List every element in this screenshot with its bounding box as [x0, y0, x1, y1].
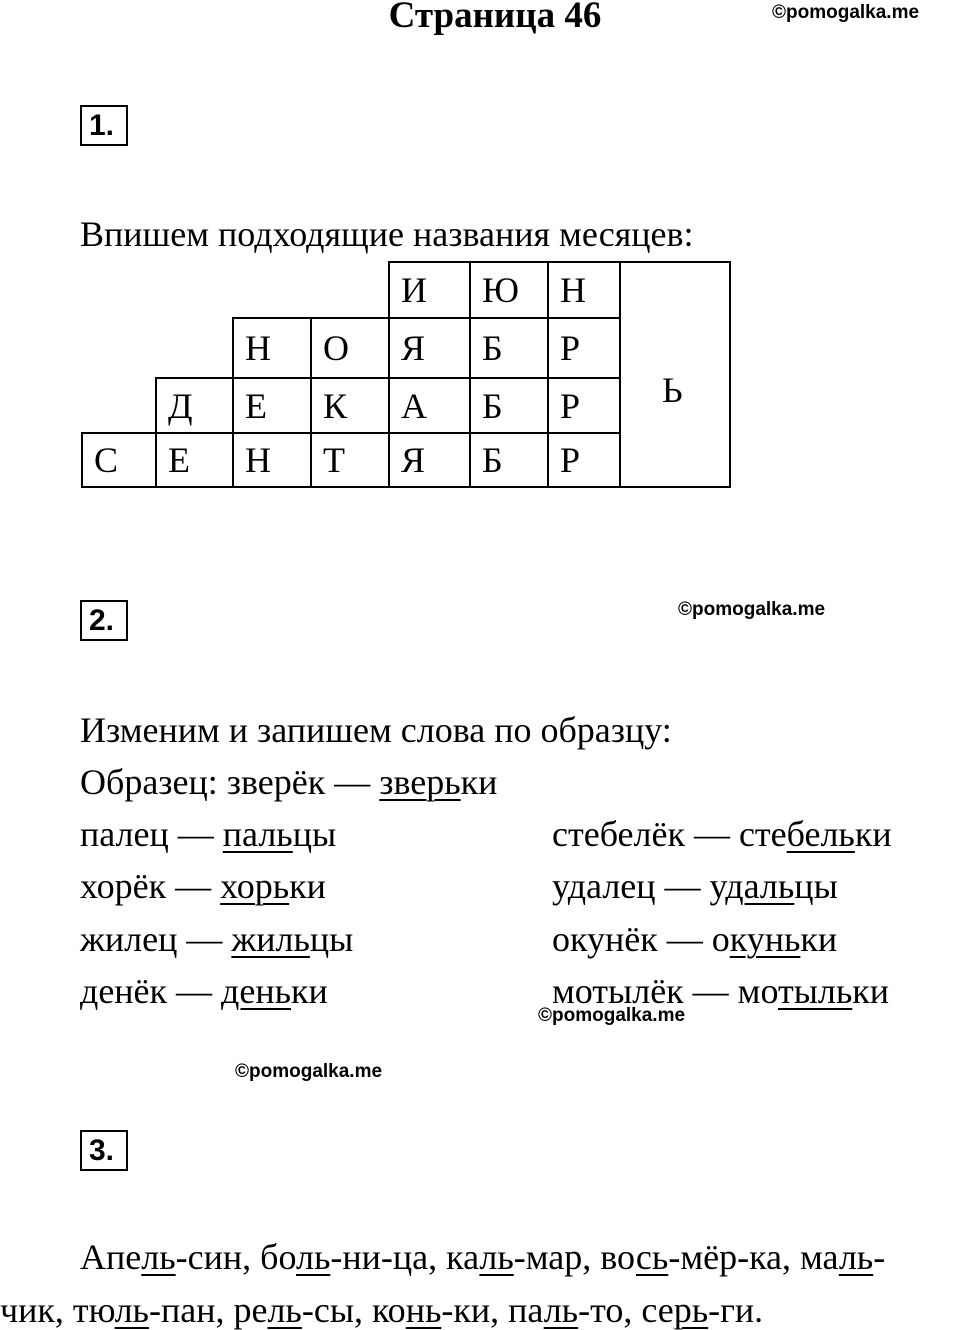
- crossword-letter: Я: [401, 440, 426, 480]
- underlined-letters: ль: [267, 1290, 302, 1330]
- word-pair-left-2: [80, 866, 326, 906]
- crossword-letter: Б: [482, 328, 503, 368]
- syllable-text: -син, бо: [175, 1237, 296, 1277]
- crossword-letter: Я: [401, 328, 426, 368]
- crossword-letter: Ю: [482, 270, 520, 310]
- sample-rest: ки: [460, 762, 498, 802]
- word-pair-right-2: [552, 866, 838, 906]
- crossword-cell: [232, 377, 312, 434]
- crossword-letter: Е: [168, 440, 190, 480]
- watermark: ©pomogalka.me: [772, 2, 920, 23]
- syllable-text: чик, тю: [0, 1290, 115, 1330]
- watermark: ©pomogalka.me: [678, 599, 826, 620]
- crossword-letter: С: [94, 440, 119, 480]
- crossword-cell: [232, 432, 312, 488]
- word-pair-left-3: [80, 919, 353, 959]
- word-text: окунёк — о: [552, 919, 730, 959]
- underlined-letters: ль: [141, 1237, 176, 1277]
- word-underlined: кунь: [729, 919, 801, 959]
- crossword-letter: Н: [245, 440, 271, 480]
- crossword-letter: Б: [482, 385, 503, 426]
- task2-sample: [80, 762, 497, 802]
- crossword-letter: Б: [482, 440, 503, 480]
- crossword-cell: [469, 317, 549, 379]
- underlined-letters: нь: [405, 1290, 442, 1330]
- underlined-letters: сь: [635, 1237, 669, 1277]
- task-number-1: 1.: [80, 105, 128, 146]
- crossword-letter: Т: [323, 440, 345, 480]
- word-text: ки: [852, 971, 890, 1011]
- syllable-text: -ки, па: [441, 1290, 544, 1330]
- watermark: ©pomogalka.me: [538, 1005, 686, 1026]
- word-underlined: бель: [786, 814, 855, 854]
- syllable-text: -мёр-ка, ма: [668, 1237, 839, 1277]
- syllable-text: -: [873, 1237, 886, 1277]
- underlined-letters: ль: [543, 1290, 579, 1330]
- word-text: хорёк —: [80, 866, 221, 906]
- underlined-letters: ль: [838, 1237, 874, 1277]
- syllable-text: -мар, во: [513, 1237, 636, 1277]
- syllable-text: -сы, ко: [301, 1290, 406, 1330]
- sample-label: Образец: зверёк —: [80, 762, 380, 802]
- word-underlined: даль: [725, 866, 795, 906]
- syllable-text: -ни-ца, ка: [330, 1237, 480, 1277]
- word-pair-right-1: [552, 814, 892, 854]
- word-underlined: день: [221, 971, 292, 1011]
- crossword-letter: И: [401, 270, 427, 310]
- crossword-cell: [469, 432, 549, 488]
- crossword-cell: [547, 432, 621, 488]
- word-pair-left-4: [80, 971, 328, 1011]
- word-underlined: паль: [222, 814, 293, 854]
- task2-prompt: Изменим и запишем слова по образцу:: [80, 710, 672, 750]
- sample-underlined: зверь: [379, 762, 461, 802]
- underlined-letters: ль: [114, 1290, 149, 1330]
- task3-line-2: [0, 1290, 763, 1330]
- word-text: мотылёк — мо: [552, 971, 778, 1011]
- underlined-letters: рь: [673, 1290, 709, 1330]
- crossword-letter: К: [323, 385, 348, 426]
- word-pair-left-1: [80, 814, 336, 854]
- syllable-text: -то, се: [578, 1290, 674, 1330]
- crossword-cell: [469, 377, 549, 434]
- word-text: жилец —: [80, 919, 232, 959]
- task1-prompt: Впишем подходящие названия месяцев:: [80, 214, 694, 254]
- crossword-letter: Н: [245, 328, 271, 368]
- word-underlined: хорь: [220, 866, 290, 906]
- underlined-letters: ль: [295, 1237, 331, 1277]
- task3-line-1: [80, 1237, 885, 1277]
- word-text: денёк —: [80, 971, 222, 1011]
- crossword-cell: [155, 432, 234, 488]
- word-text: ки: [291, 971, 328, 1011]
- word-text: цы: [292, 814, 337, 854]
- crossword-letter: Р: [560, 385, 581, 426]
- crossword-letter: Р: [560, 328, 581, 368]
- crossword-letter: Р: [560, 440, 581, 480]
- word-text: палец —: [80, 814, 223, 854]
- word-text: стебелёк — сте: [552, 814, 787, 854]
- word-text: ки: [289, 866, 326, 906]
- crossword-cell: [232, 317, 312, 379]
- word-text: удалец — у: [552, 866, 726, 906]
- syllable-text: Апе: [80, 1237, 142, 1277]
- word-underlined: жиль: [231, 919, 310, 959]
- crossword-cell: [81, 432, 157, 488]
- crossword-letter: А: [401, 385, 427, 426]
- page-title: Страница 46: [388, 0, 602, 36]
- watermark: ©pomogalka.me: [235, 1061, 383, 1082]
- crossword-cell: [547, 317, 621, 379]
- crossword-cell: [155, 377, 234, 434]
- word-pair-right-3: [552, 919, 837, 959]
- word-text: ки: [854, 814, 892, 854]
- word-text: цы: [794, 866, 838, 906]
- crossword-letter-soft-sign: Ь: [662, 370, 683, 410]
- underlined-letters: ль: [479, 1237, 514, 1277]
- crossword-cell: [547, 377, 621, 434]
- syllable-text: -ги.: [708, 1290, 764, 1330]
- syllable-text: -пан, ре: [148, 1290, 268, 1330]
- crossword-cell: [310, 432, 390, 488]
- word-text: цы: [309, 919, 354, 959]
- task-number-3: 3.: [80, 1130, 128, 1171]
- crossword-cell: [310, 377, 390, 434]
- task-number-2: 2.: [80, 600, 128, 641]
- crossword-letter: О: [323, 328, 349, 368]
- word-underlined: тыль: [777, 971, 853, 1011]
- crossword-letter: Д: [168, 385, 193, 426]
- crossword-letter: Н: [560, 270, 586, 310]
- crossword-letter: Е: [245, 385, 267, 426]
- word-text: ки: [800, 919, 838, 959]
- crossword-cell: [310, 317, 390, 379]
